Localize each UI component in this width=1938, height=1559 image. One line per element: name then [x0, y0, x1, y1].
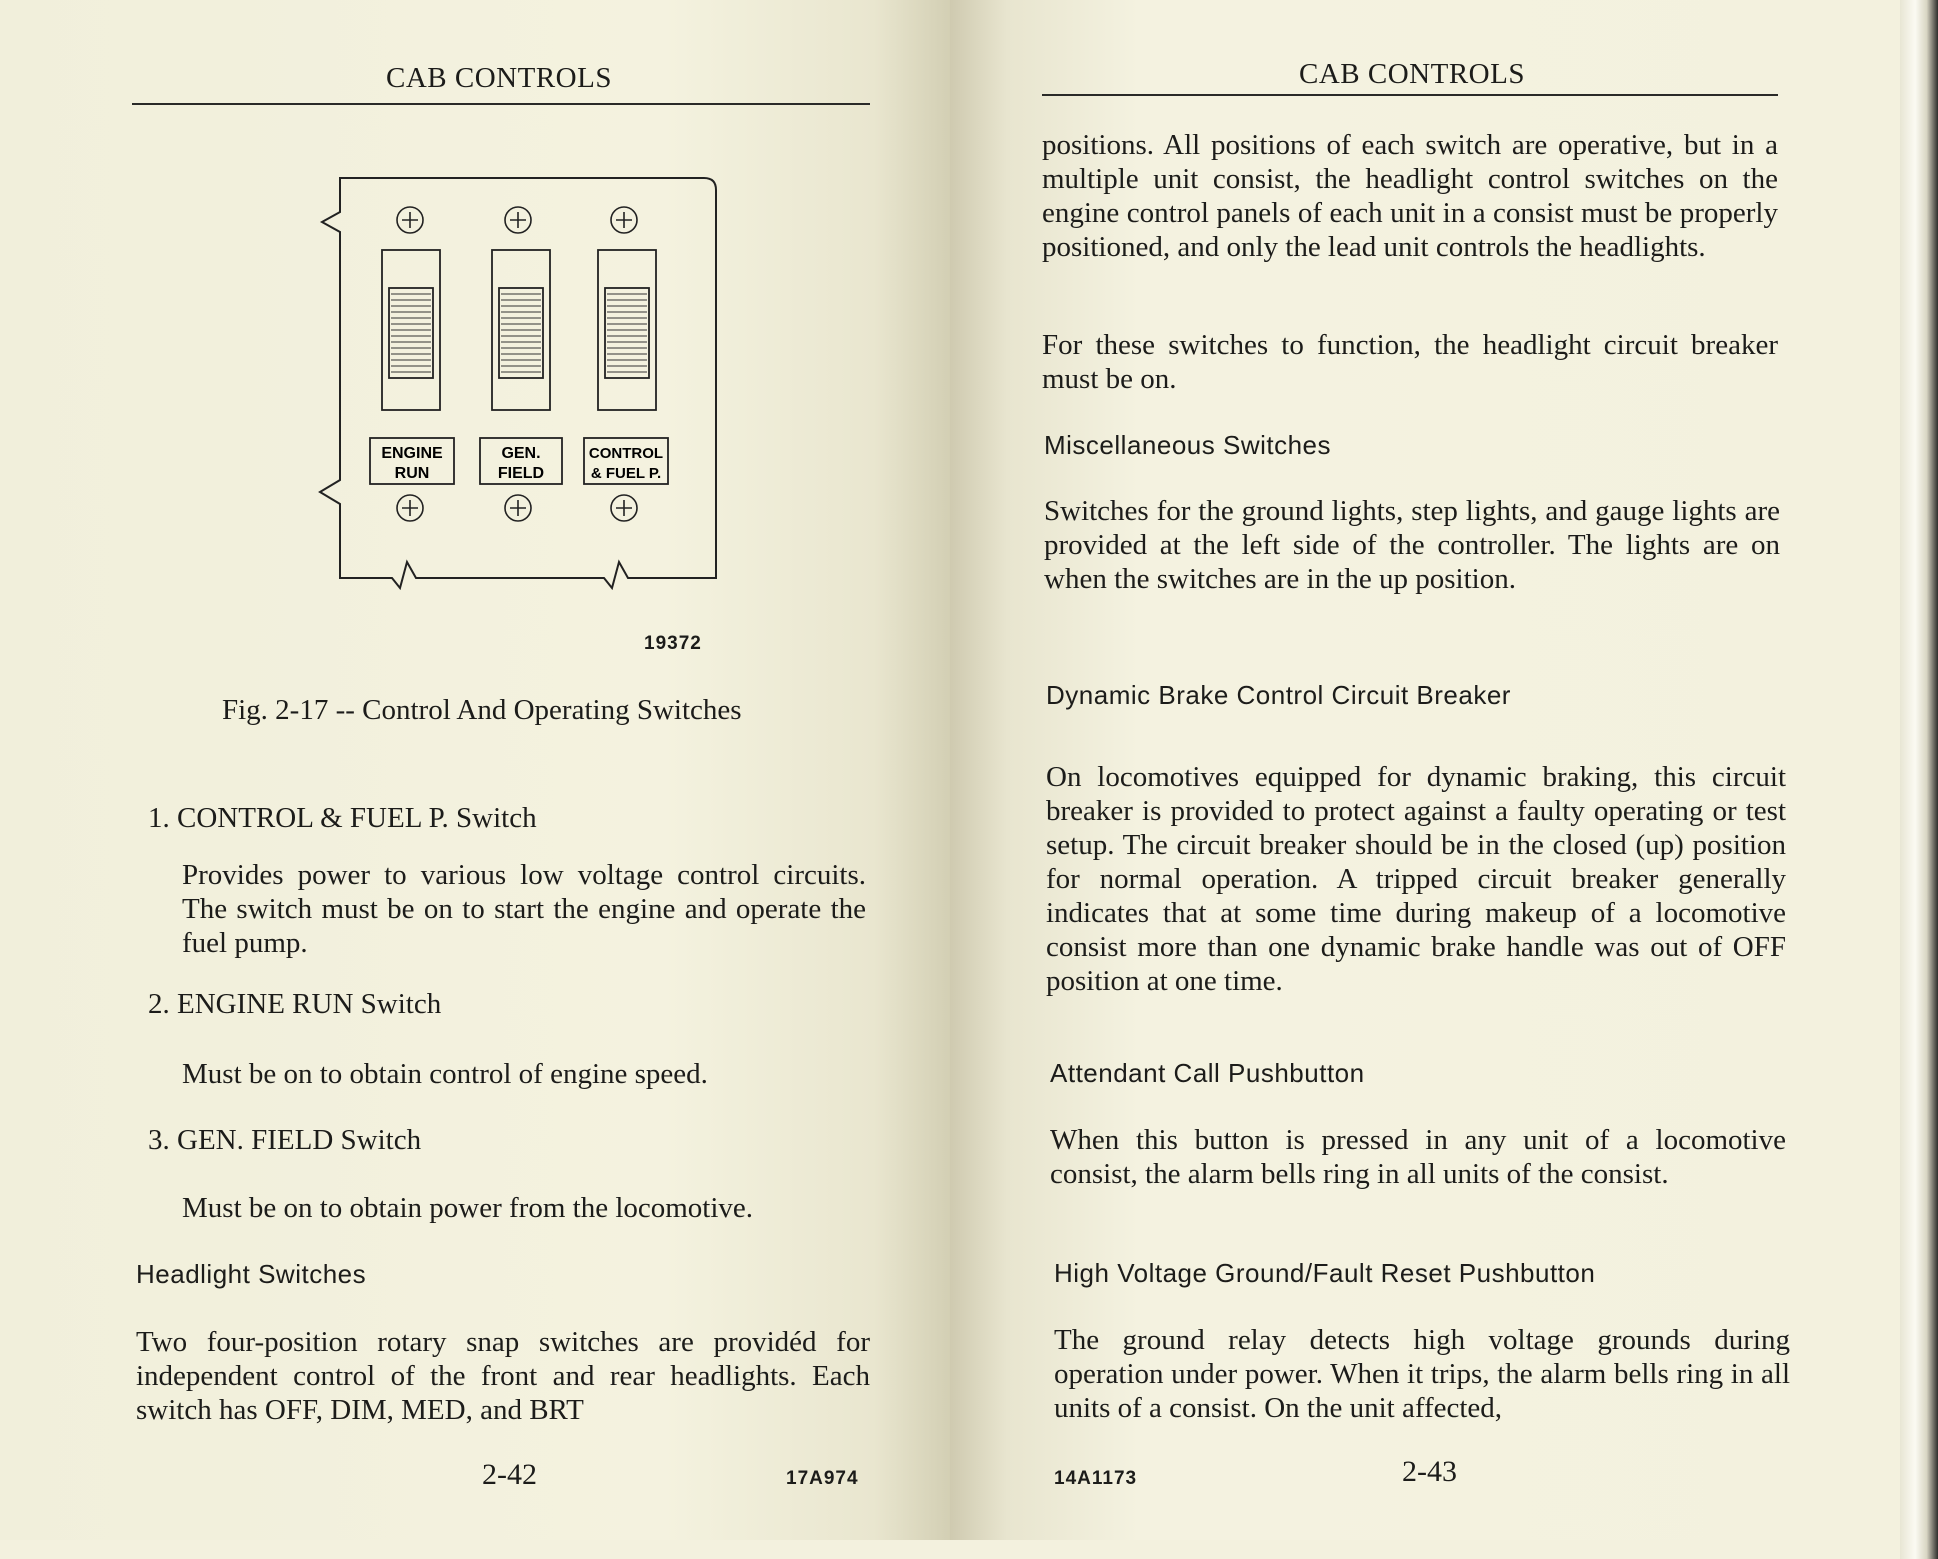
figure-number: 19372: [644, 633, 702, 654]
item-text-2: Must be on to obtain control of engine speed.: [182, 1058, 708, 1090]
item-heading-2: 2. ENGINE RUN Switch: [148, 988, 442, 1020]
switch-panel-figure: [316, 170, 726, 590]
section-heading-misc: Miscellaneous Switches: [1044, 430, 1332, 460]
switch-grip-lines: [391, 294, 647, 372]
item-heading-1: 1. CONTROL & FUEL P. Switch: [148, 802, 537, 834]
page-number-right: 2-43: [1402, 1455, 1457, 1488]
label-run: RUN: [394, 465, 430, 482]
figure-caption: Fig. 2-17 -- Control And Operating Switches: [222, 694, 742, 726]
page-number-left: 2-42: [482, 1458, 537, 1491]
section-text-ground-fault: The ground relay detects high voltage grounds during operation under power. When it trips, the alarm bells ring in all units of a consist. On the unit affected,: [1054, 1324, 1790, 1424]
label-field: FIELD: [497, 465, 545, 482]
item-text-1: Provides power to various low voltage control circuits. The switch must be on to start the engine and operate the fuel pump.: [182, 859, 866, 959]
item-heading-3: 3. GEN. FIELD Switch: [148, 1124, 422, 1156]
section-text-dynamic-brake: On locomotives equipped for dynamic braking, this circuit breaker is provided to protect against a faulty operating or test setup. The circuit breaker should be in the closed (up) position for normal operation. A tripped circuit breaker generally indicates that at some time during makeup of a locomotive consist more than one dynamic brake handle was out of OFF position at one time.: [1046, 761, 1786, 997]
section-heading-ground-fault: High Voltage Ground/Fault Reset Pushbutton: [1054, 1258, 1596, 1288]
section-text-headlight: Two four-position rotary snap switches are providéd for independent control of the front and rear headlights. Each switch has OFF, DIM, MED, and BRT: [136, 1326, 870, 1426]
label-gen: GEN.: [501, 445, 541, 462]
running-head: CAB CONTROLS: [386, 62, 612, 94]
header-rule: [1042, 94, 1778, 96]
running-head: CAB CONTROLS: [1299, 58, 1525, 90]
header-rule: [132, 103, 870, 105]
label-fuel: & FUEL P.: [590, 465, 662, 482]
section-heading-dynamic-brake: Dynamic Brake Control Circuit Breaker: [1046, 680, 1511, 710]
left-page: [0, 0, 950, 1540]
paragraph-breaker: For these switches to function, the headlight circuit breaker must be on.: [1042, 329, 1778, 395]
label-control: CONTROL: [588, 445, 664, 462]
document-code-right: 14A1173: [1054, 1468, 1138, 1489]
paragraph-positions: positions. All positions of each switch are operative, but in a multiple unit consist, the headlight control switches on the engine control panels of each unit in a consist must be properly positioned, and only the lead unit controls the headlights.: [1042, 129, 1778, 263]
right-page: [950, 0, 1900, 1540]
section-text-misc: Switches for the ground lights, step lights, and gauge lights are provided at the left side of the controller. The lights are on when the switches are in the up position.: [1044, 495, 1780, 595]
section-heading-attendant-call: Attendant Call Pushbutton: [1050, 1058, 1365, 1088]
section-text-attendant-call: When this button is pressed in any unit of a locomotive consist, the alarm bells ring in all units of the consist.: [1050, 1124, 1786, 1190]
label-engine: ENGINE: [381, 445, 443, 462]
section-heading-headlight: Headlight Switches: [136, 1259, 367, 1289]
item-text-3: Must be on to obtain power from the locomotive.: [182, 1192, 754, 1224]
document-code-left: 17A974: [786, 1468, 859, 1489]
page-edges: [1900, 0, 1938, 1559]
